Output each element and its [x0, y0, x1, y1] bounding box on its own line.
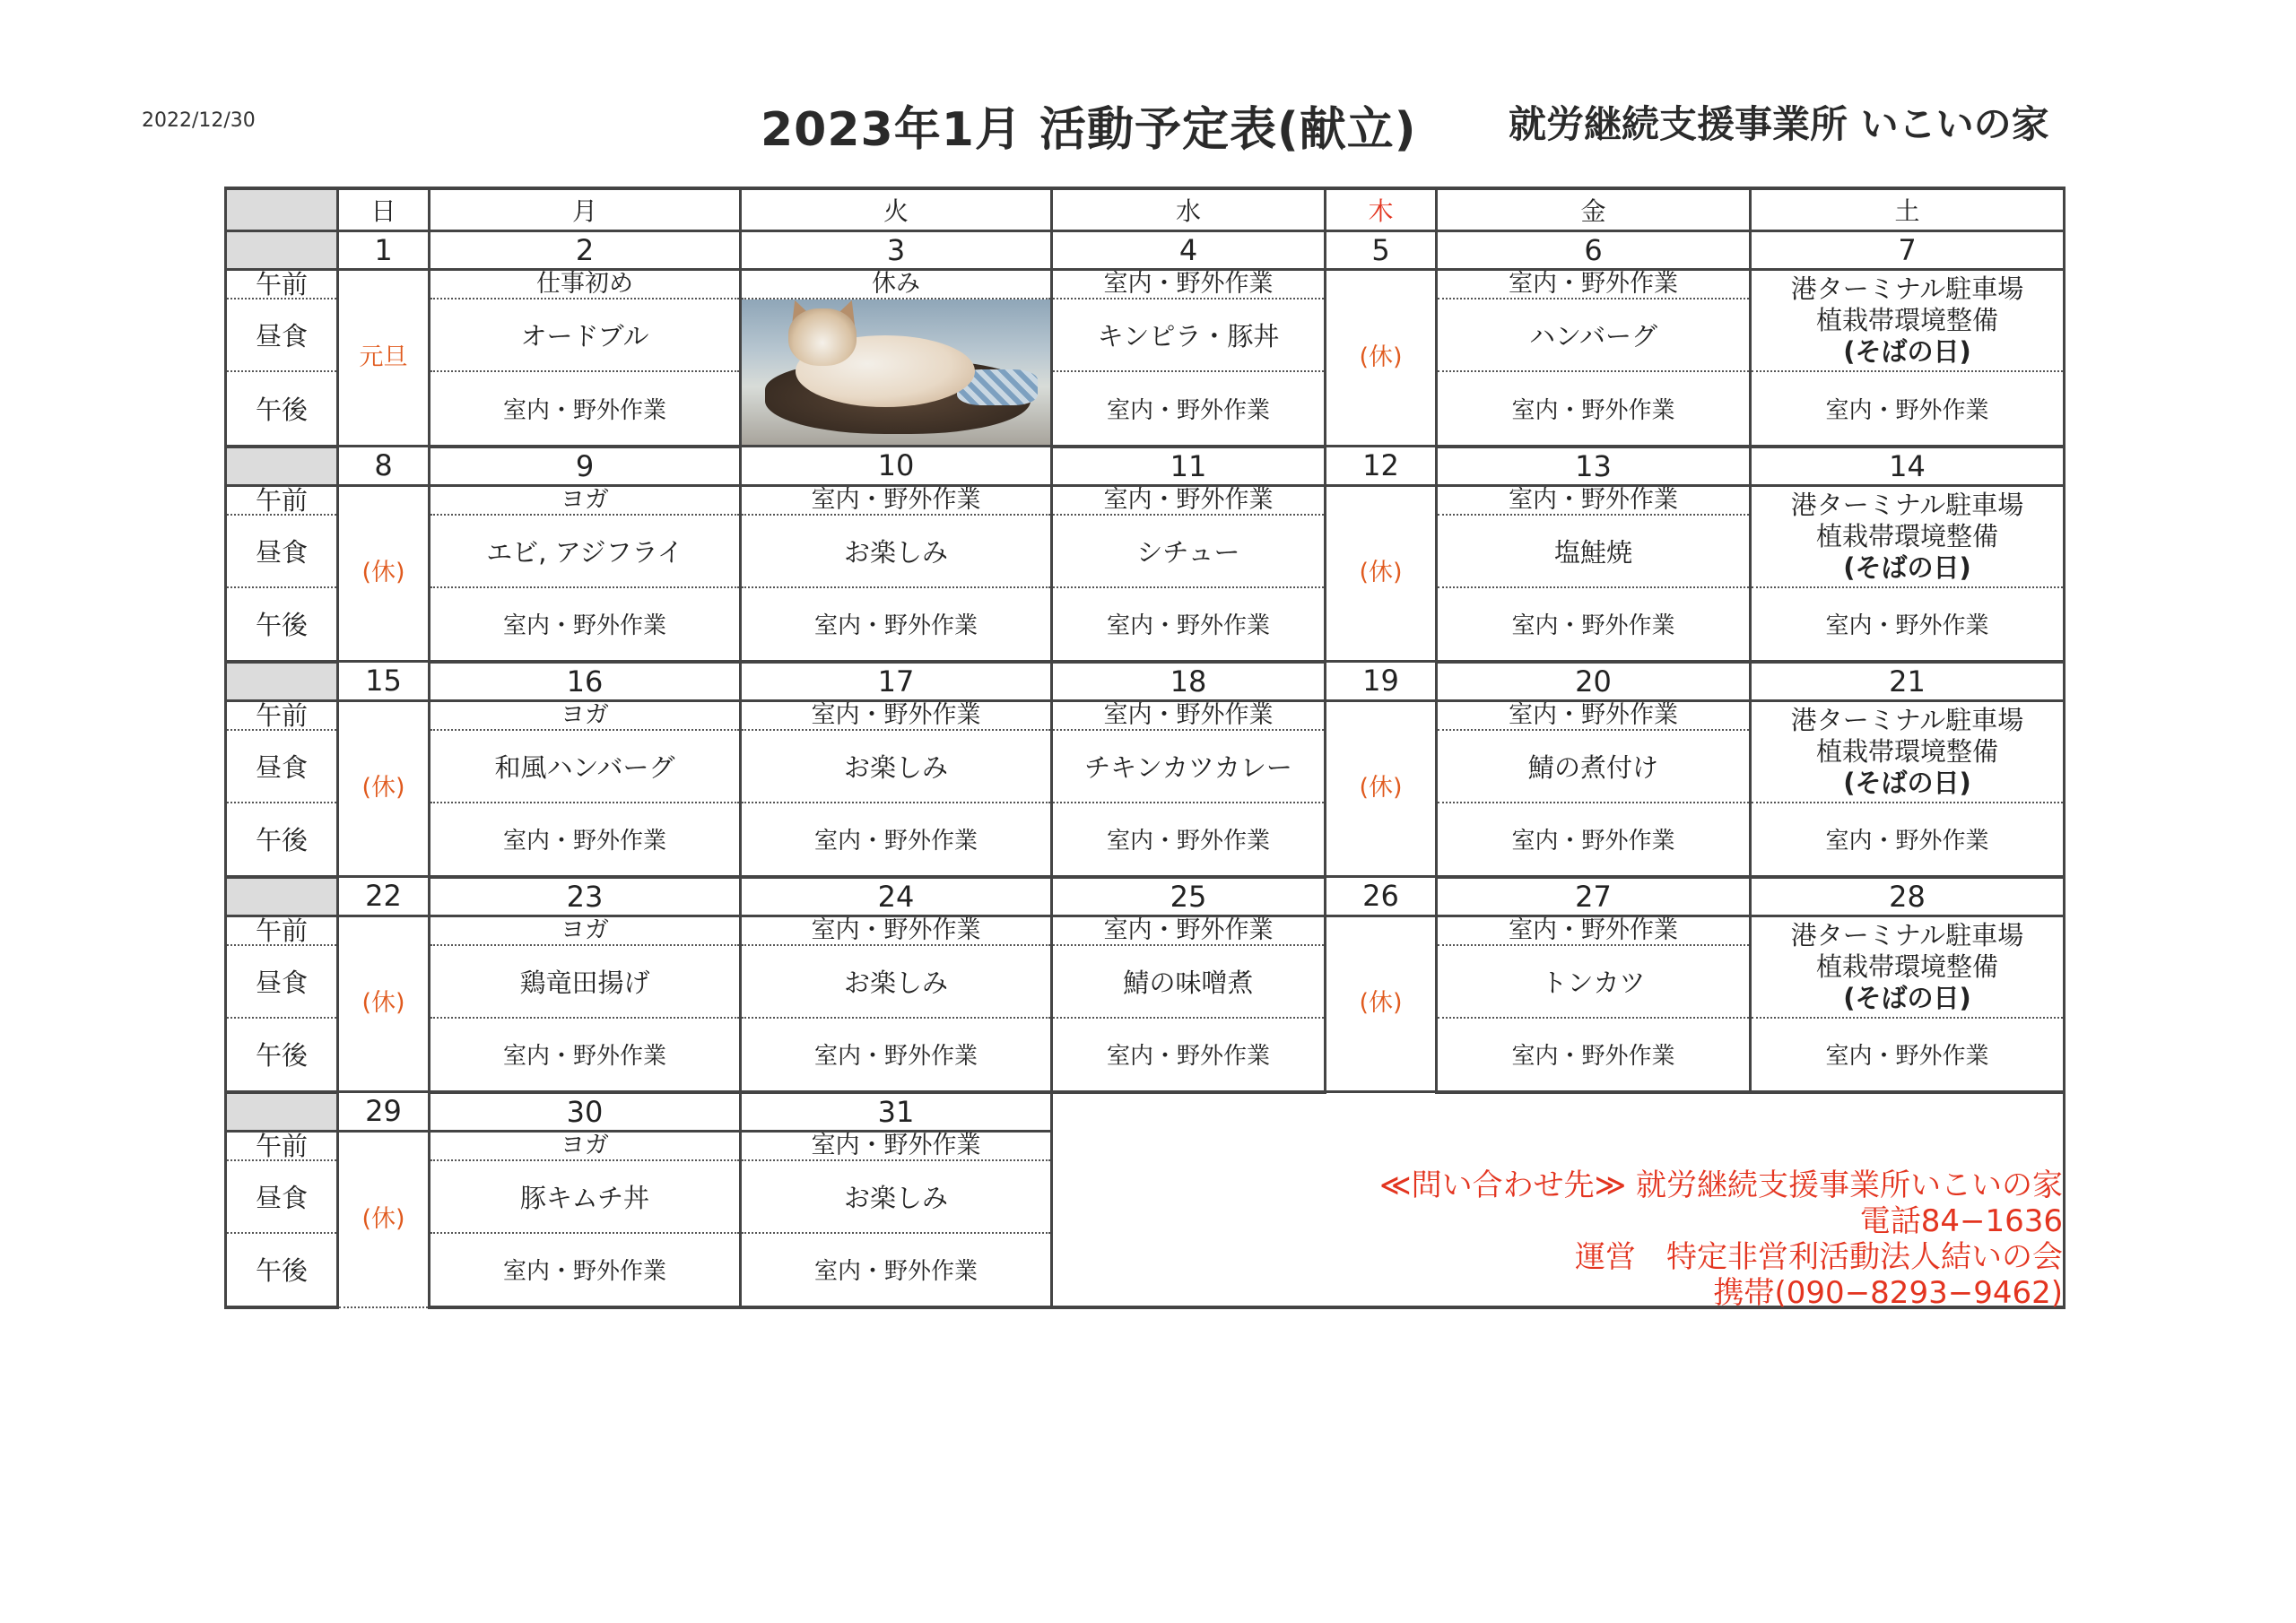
date-number: 19 [1326, 662, 1437, 701]
date-number: 21 [1751, 662, 2065, 701]
sat-line-2: 植栽帯環境整備 [1815, 520, 1998, 551]
week-1-am-row [226, 270, 2065, 299]
lunch-menu: ハンバーグ [1437, 299, 1751, 371]
pm-activity: 室内・野外作業 [430, 803, 741, 877]
sat-line-1: 港ターミナル駐車場 [1790, 273, 2024, 305]
date-number: 5 [1326, 231, 1437, 270]
sat-line-3: (そばの日) [1843, 982, 1971, 1013]
corner-cell [226, 662, 338, 701]
date-number: 3 [741, 231, 1052, 270]
row-label-pm: 午後 [226, 587, 338, 662]
am-activity: 室内・野外作業 [741, 1131, 1052, 1160]
holiday-note: (休) [1326, 916, 1437, 1092]
weekday-mon: 月 [430, 188, 741, 231]
weekday-fri: 金 [1437, 188, 1751, 231]
week-2-pm-row [226, 587, 2065, 662]
weekday-sun: 日 [338, 188, 430, 231]
sat-line-3: (そばの日) [1843, 767, 1971, 798]
lunch-menu: トンカツ [1437, 945, 1751, 1018]
row-label-pm: 午後 [226, 371, 338, 446]
date-number: 28 [1751, 877, 2065, 916]
weekday-wed: 水 [1052, 188, 1326, 231]
holiday-note: (休) [338, 700, 430, 877]
weekday-tue: 火 [741, 188, 1052, 231]
pm-activity: 室内・野外作業 [741, 1018, 1052, 1092]
pm-activity: 室内・野外作業 [1052, 803, 1326, 877]
row-label-lunch: 昼食 [226, 945, 338, 1018]
pm-activity: 室内・野外作業 [1437, 587, 1751, 662]
photo-cell [741, 299, 1052, 447]
corner-cell [226, 231, 338, 270]
page-title: 2023年1月 活動予定表(献立) [761, 103, 1417, 157]
lunch-menu: 鯖の味噌煮 [1052, 945, 1326, 1018]
pm-activity: 室内・野外作業 [741, 1233, 1052, 1307]
date-number: 11 [1052, 447, 1326, 486]
am-activity: 仕事初め [430, 270, 741, 299]
date-number: 26 [1326, 877, 1437, 916]
date-number: 16 [430, 662, 741, 701]
row-label-am: 午前 [226, 270, 338, 299]
date-number: 22 [338, 877, 430, 916]
week-1-pm-row [226, 371, 2065, 446]
pm-activity: 室内・野外作業 [1751, 371, 2065, 446]
saturday-activity [1751, 485, 2065, 587]
row-label-lunch: 昼食 [226, 1160, 338, 1233]
sat-line-2: 植栽帯環境整備 [1815, 735, 1998, 767]
date-number: 1 [338, 231, 430, 270]
pm-activity: 室内・野外作業 [1437, 803, 1751, 877]
week-2-am-row [226, 485, 2065, 515]
date-number: 31 [741, 1092, 1052, 1132]
week-3-date-row [226, 662, 2065, 701]
date-number: 9 [430, 447, 741, 486]
pm-activity: 室内・野外作業 [430, 587, 741, 662]
saturday-activity [1751, 270, 2065, 372]
date-number: 13 [1437, 447, 1751, 486]
date-number: 25 [1052, 877, 1326, 916]
date-number: 15 [338, 662, 430, 701]
sat-line-3: (そばの日) [1843, 336, 1971, 368]
weekday-thu: 木 [1326, 188, 1437, 231]
cat-photo [742, 299, 1050, 445]
document-date: 2022/12/30 [142, 109, 256, 132]
sat-line-2: 植栽帯環境整備 [1815, 950, 1998, 982]
sat-line-2: 植栽帯環境整備 [1815, 305, 1998, 336]
pm-activity: 室内・野外作業 [1437, 371, 1751, 446]
row-label-lunch: 昼食 [226, 730, 338, 803]
pm-activity: 室内・野外作業 [430, 1233, 741, 1307]
row-label-pm: 午後 [226, 803, 338, 877]
contact-info [1379, 1167, 2063, 1311]
date-number: 14 [1751, 447, 2065, 486]
holiday-note: 元旦 [338, 270, 430, 447]
am-activity: 室内・野外作業 [1052, 270, 1326, 299]
contact-line-4: 携帯(090−8293−9462) [1713, 1275, 2063, 1311]
sat-line-1: 港ターミナル駐車場 [1790, 919, 2024, 950]
date-number: 20 [1437, 662, 1751, 701]
date-number: 17 [741, 662, 1052, 701]
pm-activity: 室内・野外作業 [1052, 1018, 1326, 1092]
pm-activity: 室内・野外作業 [430, 371, 741, 446]
am-activity: 休み [741, 270, 1052, 299]
corner-cell [226, 447, 338, 486]
date-number: 2 [430, 231, 741, 270]
am-activity: 室内・野外作業 [741, 700, 1052, 730]
week-1-date-row [226, 231, 2065, 270]
date-number: 23 [430, 877, 741, 916]
holiday-note: (休) [338, 1131, 430, 1307]
sat-line-1: 港ターミナル駐車場 [1790, 489, 2024, 520]
contact-line-1: ≪問い合わせ先≫ 就労継続支援事業所いこいの家 [1379, 1167, 2063, 1203]
pm-activity: 室内・野外作業 [1751, 1018, 2065, 1092]
lunch-menu: シチュー [1052, 515, 1326, 587]
sat-line-3: (そばの日) [1843, 551, 1971, 583]
cat-head-shape [788, 308, 857, 366]
lunch-menu: チキンカツカレー [1052, 730, 1326, 803]
date-number: 27 [1437, 877, 1751, 916]
lunch-menu: お楽しみ [741, 730, 1052, 803]
week-4-date-row [226, 877, 2065, 916]
week-5-date-row [226, 1092, 2065, 1132]
date-number: 24 [741, 877, 1052, 916]
corner-cell [226, 877, 338, 916]
lunch-menu: お楽しみ [741, 945, 1052, 1018]
organization-name: 就労継続支援事業所 いこいの家 [1509, 102, 2049, 146]
row-label-am: 午前 [226, 485, 338, 515]
pm-activity: 室内・野外作業 [1052, 371, 1326, 446]
week-3-am-row [226, 700, 2065, 730]
date-number: 18 [1052, 662, 1326, 701]
holiday-note: (休) [338, 485, 430, 662]
row-label-am: 午前 [226, 1131, 338, 1160]
contact-line-2: 電話84−1636 [1859, 1203, 2063, 1239]
holiday-note: (休) [338, 916, 430, 1092]
pm-activity: 室内・野外作業 [1751, 803, 2065, 877]
schedule-table [224, 187, 2066, 1309]
pm-activity: 室内・野外作業 [1437, 1018, 1751, 1092]
lunch-menu: お楽しみ [741, 515, 1052, 587]
lunch-menu: 塩鮭焼 [1437, 515, 1751, 587]
holiday-note: (休) [1326, 270, 1437, 447]
saturday-activity [1751, 916, 2065, 1018]
week-2-date-row [226, 447, 2065, 486]
pm-activity: 室内・野外作業 [741, 587, 1052, 662]
lunch-menu: キンピラ・豚丼 [1052, 299, 1326, 371]
date-number: 30 [430, 1092, 741, 1132]
lunch-menu: エビ, アジフライ [430, 515, 741, 587]
holiday-note: (休) [1326, 700, 1437, 877]
pm-activity: 室内・野外作業 [1052, 587, 1326, 662]
am-activity: ヨガ [430, 485, 741, 515]
am-activity: ヨガ [430, 1131, 741, 1160]
pm-activity: 室内・野外作業 [1751, 587, 2065, 662]
pm-activity: 室内・野外作業 [430, 1018, 741, 1092]
lunch-menu: 鯖の煮付け [1437, 730, 1751, 803]
saturday-activity [1751, 700, 2065, 803]
weekday-sat: 土 [1751, 188, 2065, 231]
am-activity: ヨガ [430, 700, 741, 730]
lunch-menu: 和風ハンバーグ [430, 730, 741, 803]
row-label-pm: 午後 [226, 1233, 338, 1307]
date-number: 4 [1052, 231, 1326, 270]
date-number: 8 [338, 447, 430, 486]
lunch-menu: オードブル [430, 299, 741, 371]
header-corner [226, 188, 338, 231]
am-activity: 室内・野外作業 [1052, 700, 1326, 730]
week-3-pm-row [226, 803, 2065, 877]
lunch-menu: 豚キムチ丼 [430, 1160, 741, 1233]
row-label-lunch: 昼食 [226, 299, 338, 371]
pm-activity: 室内・野外作業 [741, 803, 1052, 877]
sat-line-1: 港ターミナル駐車場 [1790, 704, 2024, 735]
date-number: 6 [1437, 231, 1751, 270]
row-label-am: 午前 [226, 700, 338, 730]
am-activity: 室内・野外作業 [741, 485, 1052, 515]
am-activity: 室内・野外作業 [1437, 916, 1751, 945]
date-number: 12 [1326, 447, 1437, 486]
date-number: 7 [1751, 231, 2065, 270]
date-number: 29 [338, 1092, 430, 1132]
week-4-am-row [226, 916, 2065, 945]
corner-cell [226, 1092, 338, 1132]
row-label-pm: 午後 [226, 1018, 338, 1092]
contact-line-3: 運営 特定非営利活動法人結いの会 [1575, 1239, 2063, 1275]
lunch-menu: お楽しみ [741, 1160, 1052, 1233]
lunch-menu: 鶏竜田揚げ [430, 945, 741, 1018]
am-activity: 室内・野外作業 [1052, 485, 1326, 515]
am-activity: 室内・野外作業 [1437, 700, 1751, 730]
week-4-pm-row [226, 1018, 2065, 1092]
am-activity: ヨガ [430, 916, 741, 945]
weekday-header-row [226, 188, 2065, 231]
am-activity: 室内・野外作業 [741, 916, 1052, 945]
am-activity: 室内・野外作業 [1437, 270, 1751, 299]
row-label-am: 午前 [226, 916, 338, 945]
date-number: 10 [741, 447, 1052, 486]
am-activity: 室内・野外作業 [1437, 485, 1751, 515]
holiday-note: (休) [1326, 485, 1437, 662]
am-activity: 室内・野外作業 [1052, 916, 1326, 945]
row-label-lunch: 昼食 [226, 515, 338, 587]
